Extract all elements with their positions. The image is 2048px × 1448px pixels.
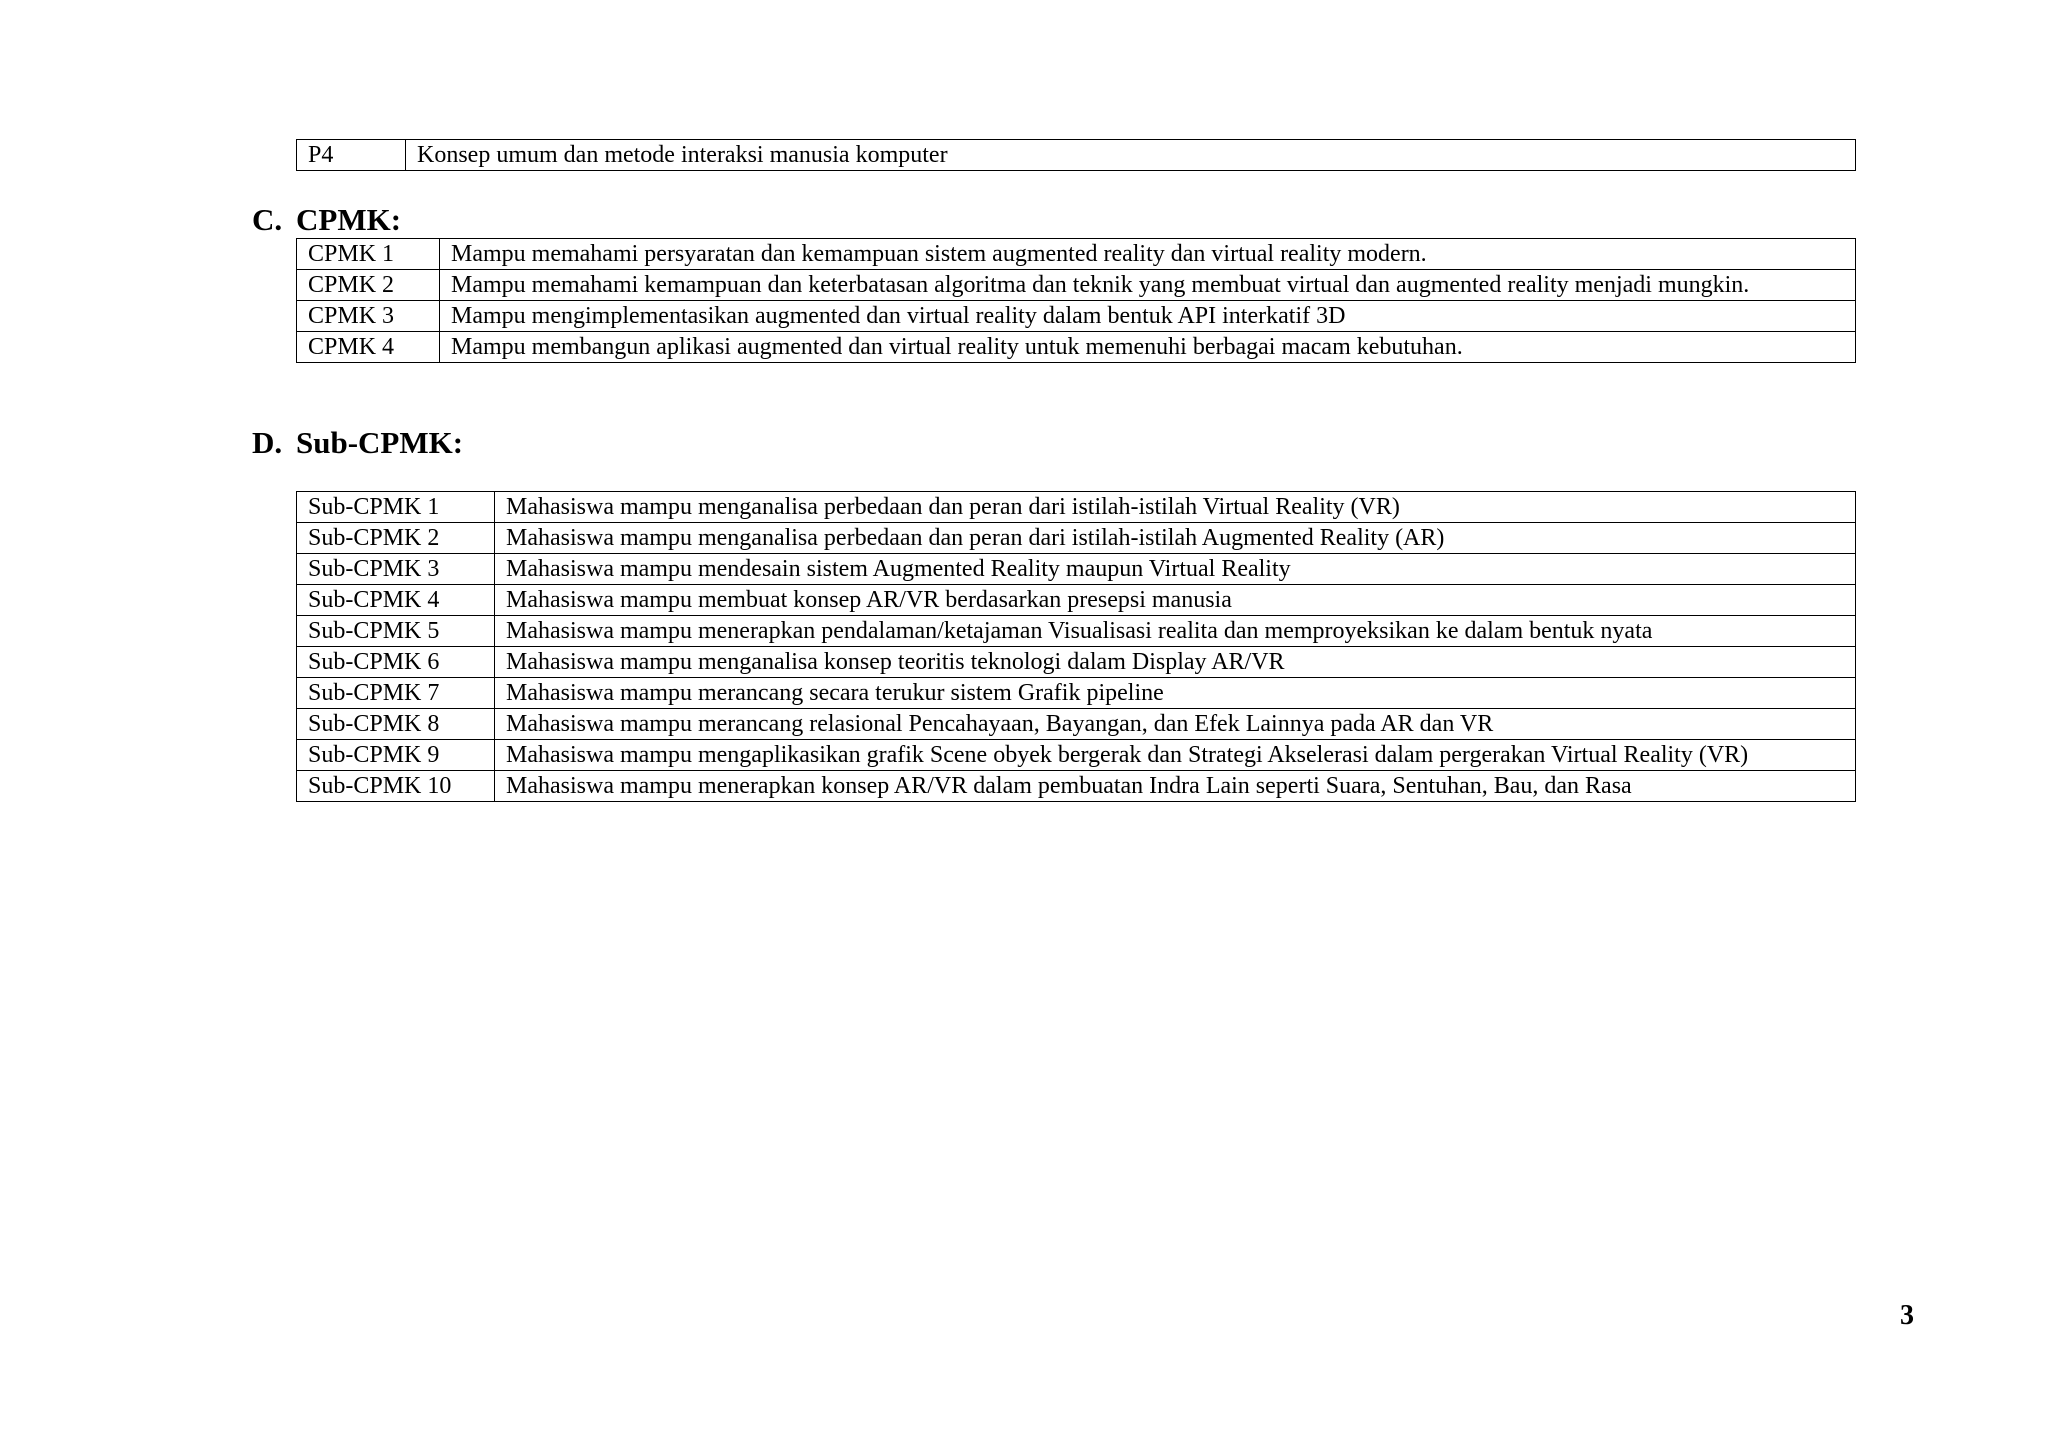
row-description: Mampu membangun aplikasi augmented dan virtual reality untuk memenuhi berbagai macam kebutuhan. — [440, 332, 1856, 363]
row-code: Sub-CPMK 2 — [297, 523, 495, 554]
table-row — [297, 332, 1856, 363]
section-c-heading — [252, 202, 401, 238]
row-code: CPMK 1 — [297, 239, 440, 270]
row-code: Sub-CPMK 9 — [297, 740, 495, 771]
row-code: Sub-CPMK 1 — [297, 492, 495, 523]
row-description: Mampu memahami kemampuan dan keterbatasan algoritma dan teknik yang membuat virtual dan augmented reality menjadi mungkin. — [440, 270, 1856, 301]
table-row — [297, 585, 1856, 616]
table-row — [297, 492, 1856, 523]
row-code: Sub-CPMK 4 — [297, 585, 495, 616]
table-row — [297, 678, 1856, 709]
table-row — [297, 239, 1856, 270]
sub-cpmk-table — [296, 491, 1856, 802]
section-c-letter: C. — [252, 202, 283, 237]
table-row — [297, 616, 1856, 647]
page-number: 3 — [1900, 1300, 1914, 1331]
row-code: Sub-CPMK 6 — [297, 647, 495, 678]
cpmk-table — [296, 238, 1856, 363]
row-code: Sub-CPMK 3 — [297, 554, 495, 585]
row-description: Mahasiswa mampu mengaplikasikan grafik Scene obyek bergerak dan Strategi Akselerasi dalam pergerakan Virtual Reality (VR) — [495, 740, 1856, 771]
table-row — [297, 270, 1856, 301]
section-c-title: CPMK: — [296, 202, 402, 237]
section-d-title: Sub-CPMK: — [296, 425, 464, 460]
row-description: Mahasiswa mampu merancang relasional Pencahayaan, Bayangan, dan Efek Lainnya pada AR dan VR — [495, 709, 1856, 740]
row-description: Mahasiswa mampu membuat konsep AR/VR berdasarkan presepsi manusia — [495, 585, 1856, 616]
row-description: Konsep umum dan metode interaksi manusia komputer — [406, 140, 1856, 171]
row-description: Mahasiswa mampu menganalisa konsep teoritis teknologi dalam Display AR/VR — [495, 647, 1856, 678]
table-row — [297, 709, 1856, 740]
row-description: Mahasiswa mampu menerapkan pendalaman/ketajaman Visualisasi realita dan memproyeksikan ke dalam bentuk nyata — [495, 616, 1856, 647]
row-code: Sub-CPMK 5 — [297, 616, 495, 647]
row-description: Mampu memahami persyaratan dan kemampuan sistem augmented reality dan virtual reality modern. — [440, 239, 1856, 270]
row-code: CPMK 4 — [297, 332, 440, 363]
row-code: CPMK 2 — [297, 270, 440, 301]
section-d-letter: D. — [252, 425, 283, 460]
table-row — [297, 740, 1856, 771]
p-table — [296, 139, 1856, 171]
row-code: Sub-CPMK 10 — [297, 771, 495, 802]
table-row — [297, 301, 1856, 332]
row-description: Mahasiswa mampu mendesain sistem Augmented Reality maupun Virtual Reality — [495, 554, 1856, 585]
table-row — [297, 523, 1856, 554]
row-code: Sub-CPMK 7 — [297, 678, 495, 709]
table-row — [297, 771, 1856, 802]
table-row — [297, 140, 1856, 171]
row-description: Mahasiswa mampu menerapkan konsep AR/VR dalam pembuatan Indra Lain seperti Suara, Sentuhan, Bau, dan Rasa — [495, 771, 1856, 802]
row-code: CPMK 3 — [297, 301, 440, 332]
row-description: Mahasiswa mampu merancang secara terukur sistem Grafik pipeline — [495, 678, 1856, 709]
table-row — [297, 554, 1856, 585]
row-description: Mampu mengimplementasikan augmented dan virtual reality dalam bentuk API interkatif 3D — [440, 301, 1856, 332]
row-description: Mahasiswa mampu menganalisa perbedaan dan peran dari istilah-istilah Virtual Reality (VR) — [495, 492, 1856, 523]
row-description: Mahasiswa mampu menganalisa perbedaan dan peran dari istilah-istilah Augmented Reality (AR) — [495, 523, 1856, 554]
row-code: P4 — [297, 140, 406, 171]
row-code: Sub-CPMK 8 — [297, 709, 495, 740]
section-d-heading — [252, 425, 463, 461]
table-row — [297, 647, 1856, 678]
